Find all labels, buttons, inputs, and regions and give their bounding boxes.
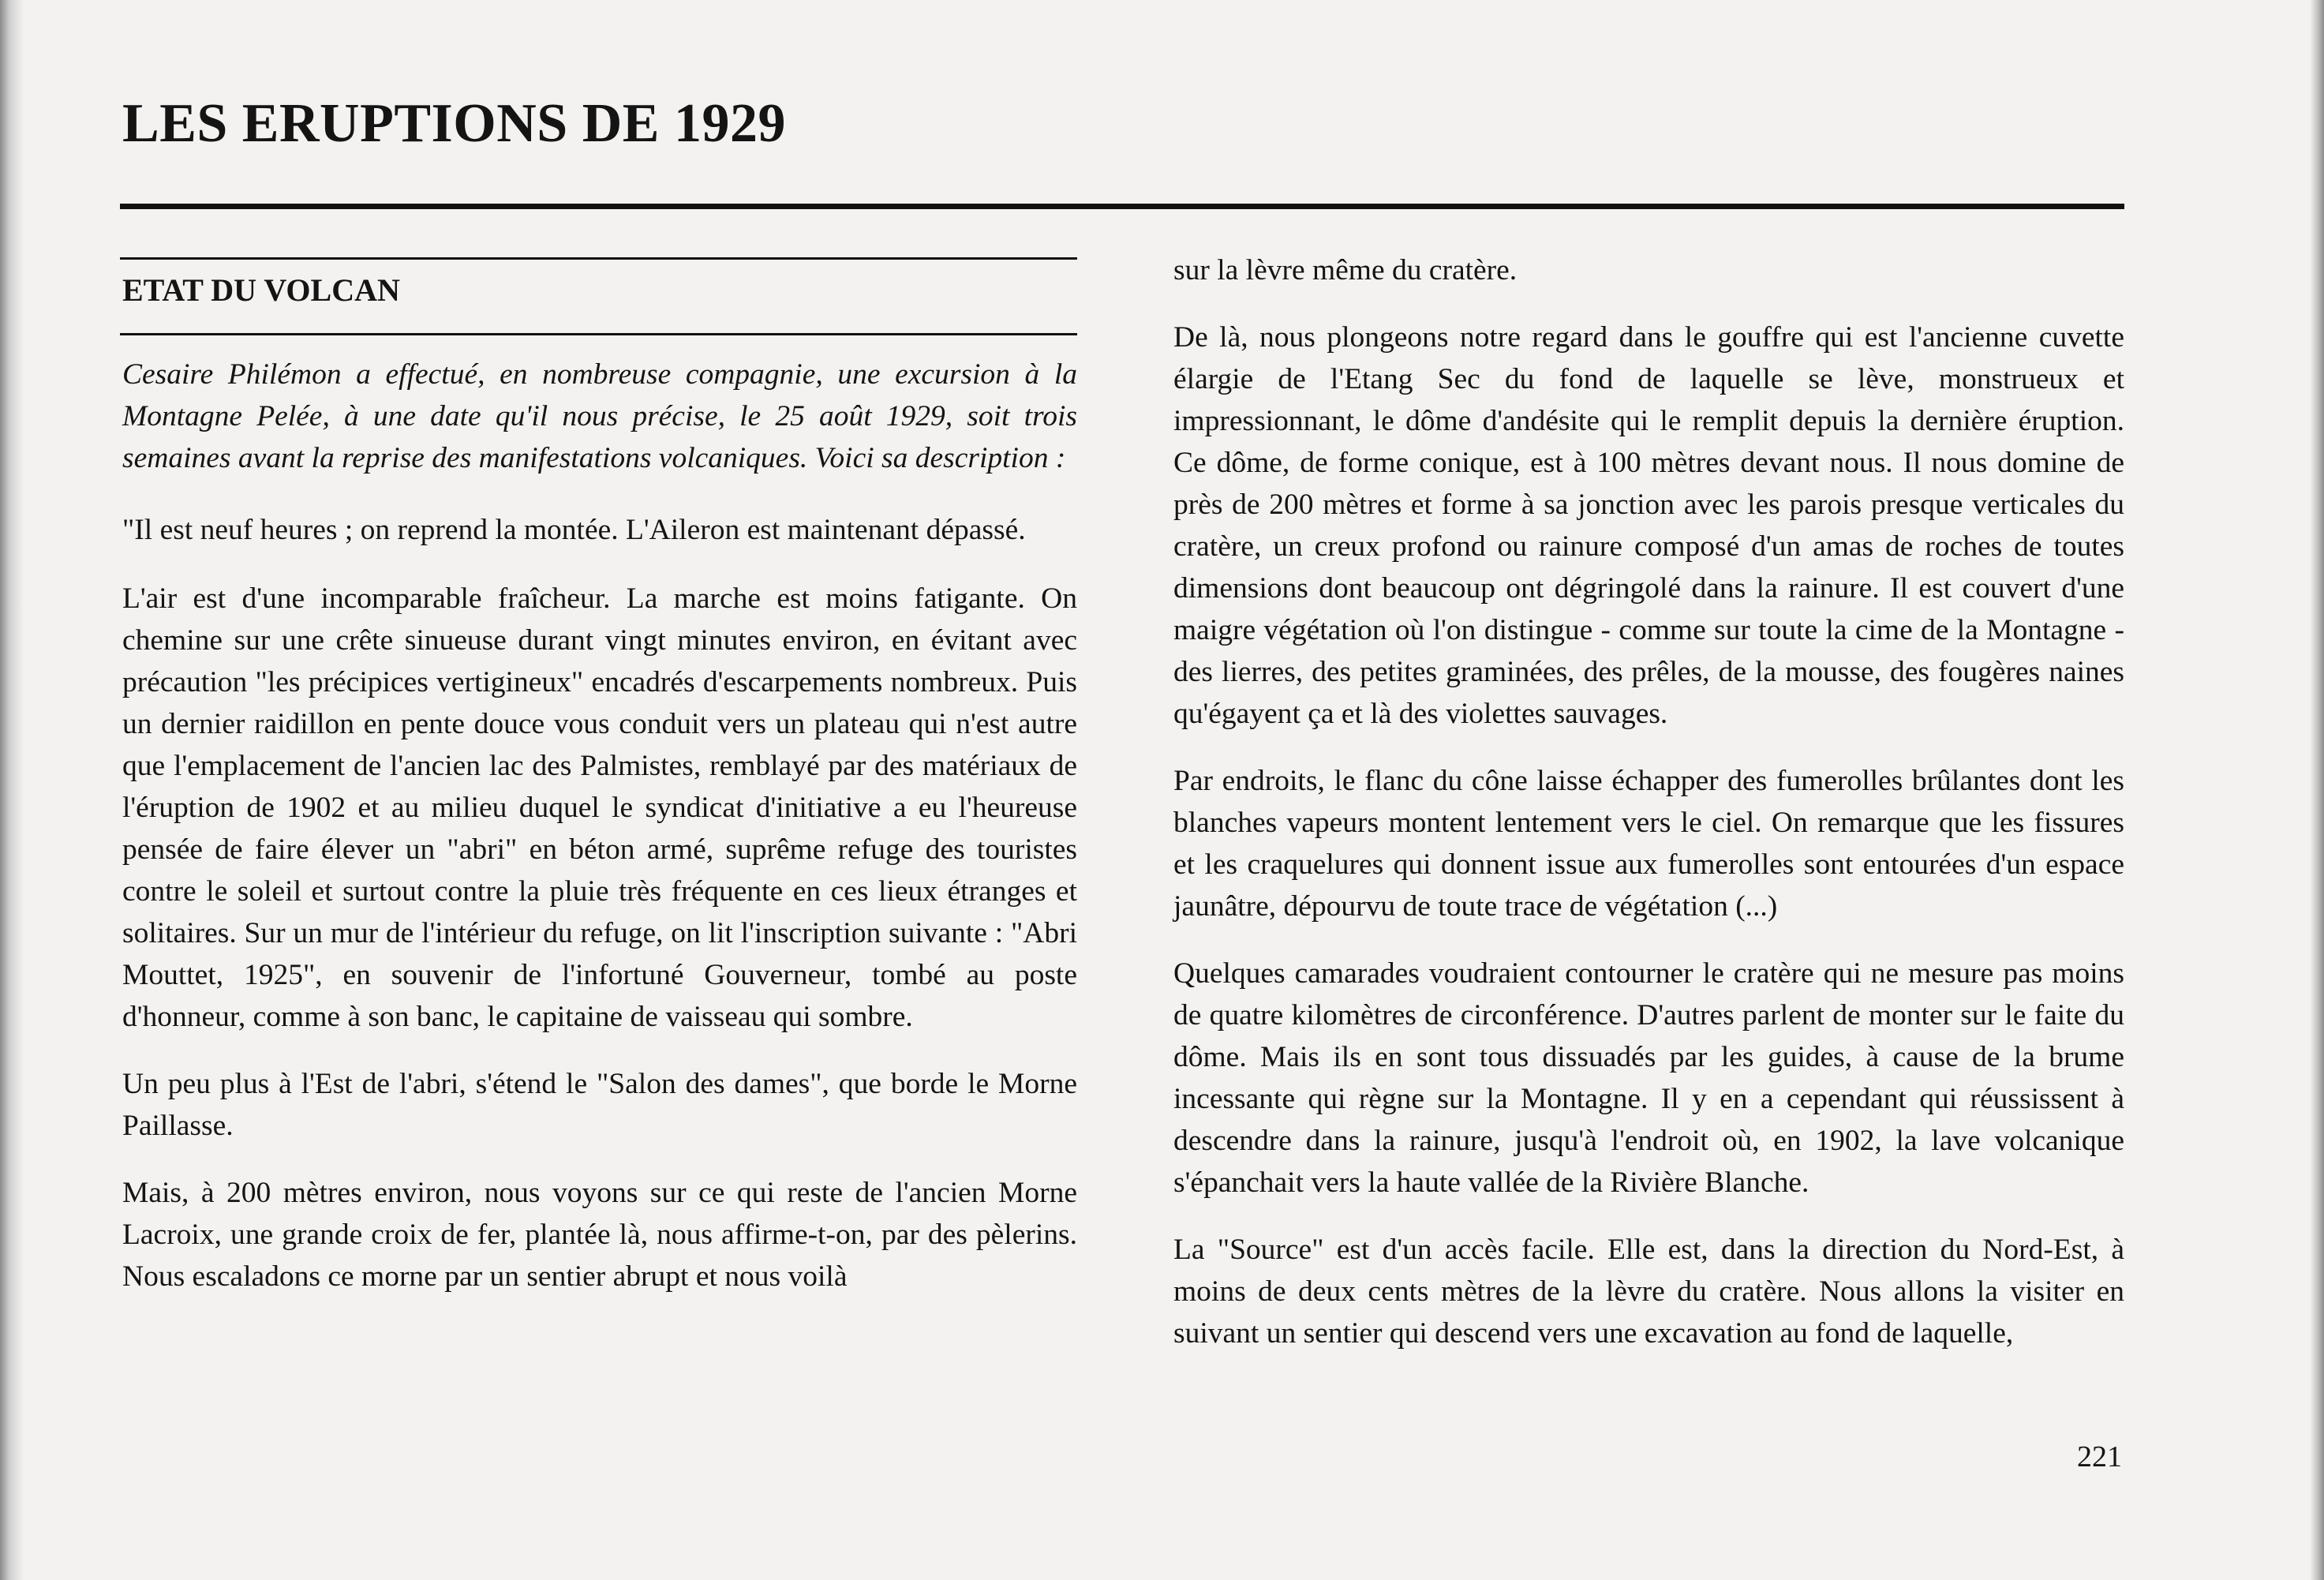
intro-paragraph: Cesaire Philémon a effectué, en nombreuse compagnie, une excursion à la Montagne Pelée, à une date qu'il nous précise, le 25 août 1929, soit trois semaines avant la reprise des manifestations volcaniques. Voici sa description :	[122, 358, 1077, 474]
left-column	[122, 354, 1077, 1323]
section-rule-bottom	[120, 333, 1077, 335]
title-rule	[120, 204, 2124, 209]
section-rule-top	[120, 257, 1077, 260]
chapter-title: LES ERUPTIONS DE 1929	[122, 93, 786, 154]
section-heading: ETAT DU VOLCAN	[122, 272, 400, 308]
page-number: 221	[2077, 1440, 2122, 1473]
binding-shadow	[0, 0, 24, 1580]
right-column	[1173, 249, 2124, 1380]
paragraph: Mais, à 200 mètres environ, nous voyons sur ce qui reste de l'ancien Morne Lacroix, une grande croix de fer, plantée là, nous affirme-t-on, par des pèlerins. Nous escaladons ce morne par un sentier abrupt et nous voilà	[122, 1177, 1077, 1293]
paragraph: De là, nous plongeons notre regard dans le gouffre qui est l'ancienne cuvette élargie de l'Etang Sec du fond de laquelle se lève, monstrueux et impressionnant, le dôme d'andésite qui le remplit depuis la dernière éruption. Ce dôme, de forme conique, est à 100 mètres devant nous. Il nous domine de près de 200 mètres et forme à sa jonction avec les parois presque verticales du cratère, un creux profond ou rainure composé d'un amas de roches de toutes dimensions dont beaucoup ont dégringolé dans la rainure. Il est couvert d'une maigre végétation où l'on distingue - comme sur toute la cime de la Montagne - des lierres, des petites graminées, des prêles, de la mousse, des fougères naines qu'égayent ça et là des violettes sauvages.	[1173, 321, 2124, 730]
page-edge	[2310, 0, 2324, 1580]
paragraph: Quelques camarades voudraient contourner le cratère qui ne mesure pas moins de quatre kilomètres de circonférence. D'autres parlent de monter sur le faite du dôme. Mais ils en sont tous dissuadés par les guides, à cause de la brume incessante qui règne sur la Montagne. Il y en a cependant qui réussissent à descendre dans la rainure, jusqu'à l'endroit où, en 1902, la lave volcanique s'épanchait vers la haute vallée de la Rivière Blanche.	[1173, 957, 2124, 1199]
paragraph: L'air est d'une incomparable fraîcheur. La marche est moins fatigante. On chemine sur une crête sinueuse durant vingt minutes environ, en évitant avec précaution "les précipices vertigineux" encadrés d'escarpements nombreux. Puis un dernier raidillon en pente douce vous conduit vers un plateau qui n'est autre que l'emplacement de l'ancien lac des Palmistes, remblayé par des matériaux de l'éruption de 1902 et au milieu duquel le syndicat d'initiative a eu l'heureuse pensée de faire élever un "abri" en béton armé, suprême refuge des touristes contre le soleil et surtout contre la pluie très fréquente en ces lieux étranges et solitaires. Sur un mur de l'intérieur du refuge, on lit l'inscription suivante : "Abri Mouttet, 1925", en souvenir de l'infortuné Gouverneur, tombé au poste d'honneur, comme à son banc, le capitaine de vaisseau qui sombre.	[122, 582, 1077, 1033]
paragraph: Par endroits, le flanc du cône laisse échapper des fumerolles brûlantes dont les blanches vapeurs montent lentement vers le ciel. On remarque que les fissures et les craquelures qui donnent issue aux fumerolles sont entourées d'un espace jaunâtre, dépourvu de toute trace de végétation (...)	[1173, 765, 2124, 923]
paragraph: Un peu plus à l'Est de l'abri, s'étend le "Salon des dames", que borde le Morne Paillasse.	[122, 1068, 1077, 1142]
paragraph: sur la lèvre même du cratère.	[1173, 254, 1518, 286]
paragraph: "Il est neuf heures ; on reprend la montée. L'Aileron est maintenant dépassé.	[122, 514, 1026, 546]
paragraph: La "Source" est d'un accès facile. Elle est, dans la direction du Nord-Est, à moins de deux cents mètres de la lèvre du cratère. Nous allons la visiter en suivant un sentier qui descend vers une excavation au fond de laquelle,	[1173, 1234, 2124, 1350]
